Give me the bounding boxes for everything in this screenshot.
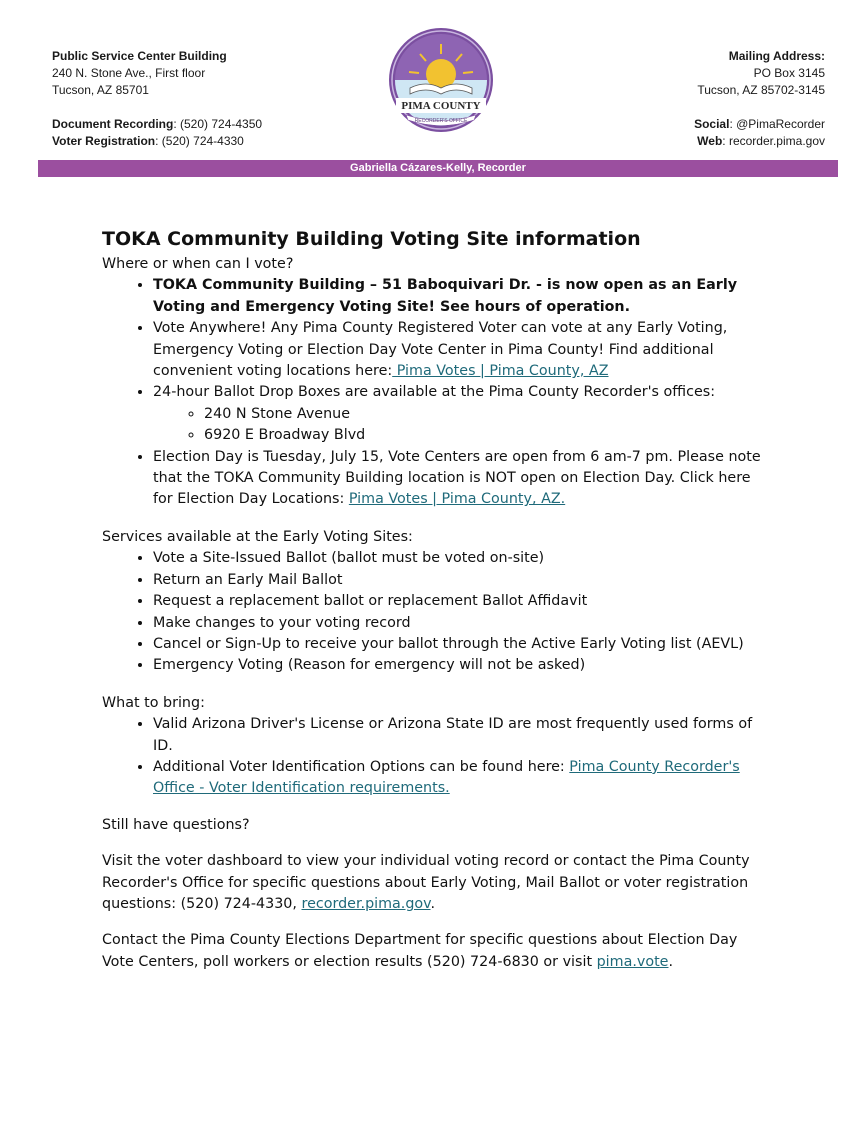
- elections-contact-paragraph: [102, 930, 772, 973]
- pima-county-logo: [382, 14, 500, 150]
- recorder-contact-paragraph: [102, 851, 772, 915]
- web-label: Web: [697, 134, 723, 148]
- recorder-name-band: Gabriella Cázares-Kelly, Recorder: [38, 160, 838, 177]
- election-day-text: Election Day is Tuesday, July 15, Vote Centers are open from 6 am-7 pm. Please note that the TOKA Community Building location is NOT open on Election Day. Click here for Election Day Locations:: [153, 448, 761, 508]
- services-list: [102, 548, 772, 676]
- address-line-2: Tucson, AZ 85701: [52, 83, 149, 97]
- list-item: • Valid Arizona Driver's License or Arizona State ID are most frequently used forms of ID.: [153, 714, 772, 757]
- list-item: [153, 382, 772, 446]
- elections-contact-text: Contact the Pima County Elections Department for specific questions about Election Day Vote Centers, poll workers or election results (520) 724-6830 or visit: [102, 932, 738, 970]
- questions-heading: Still have questions?: [102, 816, 250, 833]
- po-box: PO Box 3145: [753, 66, 825, 80]
- drop-boxes-text: 24-hour Ballot Drop Boxes are available at the Pima County Recorder's offices:: [153, 384, 716, 401]
- list-item: • Emergency Voting (Reason for emergency will not be asked): [153, 655, 772, 676]
- what-to-bring-list: [102, 714, 772, 800]
- period: .: [430, 895, 436, 912]
- web-value: : recorder.pima.gov: [722, 134, 825, 148]
- election-day-locations-link[interactable]: Pima Votes | Pima County, AZ.: [348, 491, 566, 508]
- social-label: Social: [694, 117, 730, 131]
- voter-id-options-text: Additional Voter Identification Options can be found here:: [153, 758, 565, 775]
- services-heading: Services available at the Early Voting Sites:: [102, 528, 413, 545]
- social-line: [694, 116, 825, 133]
- list-item: • Request a replacement ballot or replacement Ballot Affidavit: [153, 591, 772, 612]
- web-line: [694, 133, 825, 150]
- mailing-city: Tucson, AZ 85702-3145: [697, 83, 825, 97]
- recorder-website-link[interactable]: recorder.pima.gov: [301, 895, 431, 912]
- page-title: TOKA Community Building Voting Site information: [102, 228, 641, 250]
- document-recording-phone: : (520) 724-4350: [173, 117, 263, 131]
- voter-id-requirements-link[interactable]: Pima County Recorder's Office - Voter Identification requirements.: [153, 758, 740, 797]
- list-item: [153, 275, 772, 318]
- social-value: : @PimaRecorder: [729, 117, 825, 131]
- list-item: [153, 447, 772, 511]
- logo-text-line1: PIMA COUNTY: [401, 100, 481, 112]
- logo-text-line2: RECORDER'S OFFICE: [414, 118, 468, 124]
- where-when-list: [102, 275, 772, 510]
- address-line-1: 240 N. Stone Ave., First floor: [52, 66, 206, 80]
- header-right-block: [694, 48, 825, 150]
- document-body: [102, 226, 772, 973]
- drop-box-locations: [153, 404, 772, 447]
- where-when-heading: Where or when can I vote?: [102, 256, 294, 272]
- pima-votes-link[interactable]: Pima Votes | Pima County, AZ: [392, 363, 609, 380]
- voter-registration-phone: : (520) 724-4330: [155, 134, 244, 148]
- list-item: • Cancel or Sign-Up to receive your ballot through the Active Early Voting list (AEVL): [153, 634, 772, 655]
- list-item: ◦ 6920 E Broadway Blvd: [204, 425, 772, 446]
- mailing-address-label: Mailing Address:: [728, 49, 825, 63]
- what-to-bring-heading: What to bring:: [102, 694, 205, 711]
- pima-vote-link[interactable]: pima.vote: [596, 953, 669, 970]
- recorder-contact-text: Visit the voter dashboard to view your individual voting record or contact the Pima County Recorder's Office for specific questions about Early Voting, Mail Ballot or voter registration questions: (520) 724-4330,: [102, 853, 750, 912]
- list-item: ◦ 240 N Stone Avenue: [204, 404, 772, 425]
- document-recording-label: Document Recording: [52, 117, 174, 131]
- header-left-block: [52, 48, 262, 150]
- vote-anywhere-text: Vote Anywhere! Any Pima County Registered Voter can vote at any Early Voting, Emergency Voting or Election Day Vote Center in Pima County! Find additional convenient voting locations here:: [153, 320, 728, 380]
- building-name: Public Service Center Building: [52, 49, 227, 63]
- list-item: [153, 318, 772, 382]
- toka-open-notice: TOKA Community Building – 51 Baboquivari Dr. - is now open as an Early Voting and Emergency Voting Site! See hours of operation.: [153, 277, 738, 315]
- list-item: • Make changes to your voting record: [153, 613, 772, 634]
- document-recording-line: [52, 116, 262, 133]
- voter-registration-line: [52, 133, 262, 150]
- list-item: [153, 757, 772, 800]
- list-item: • Vote a Site-Issued Ballot (ballot must be voted on-site): [153, 548, 772, 569]
- period: .: [668, 953, 674, 970]
- list-item: • Return an Early Mail Ballot: [153, 570, 772, 591]
- voter-registration-label: Voter Registration: [52, 134, 156, 148]
